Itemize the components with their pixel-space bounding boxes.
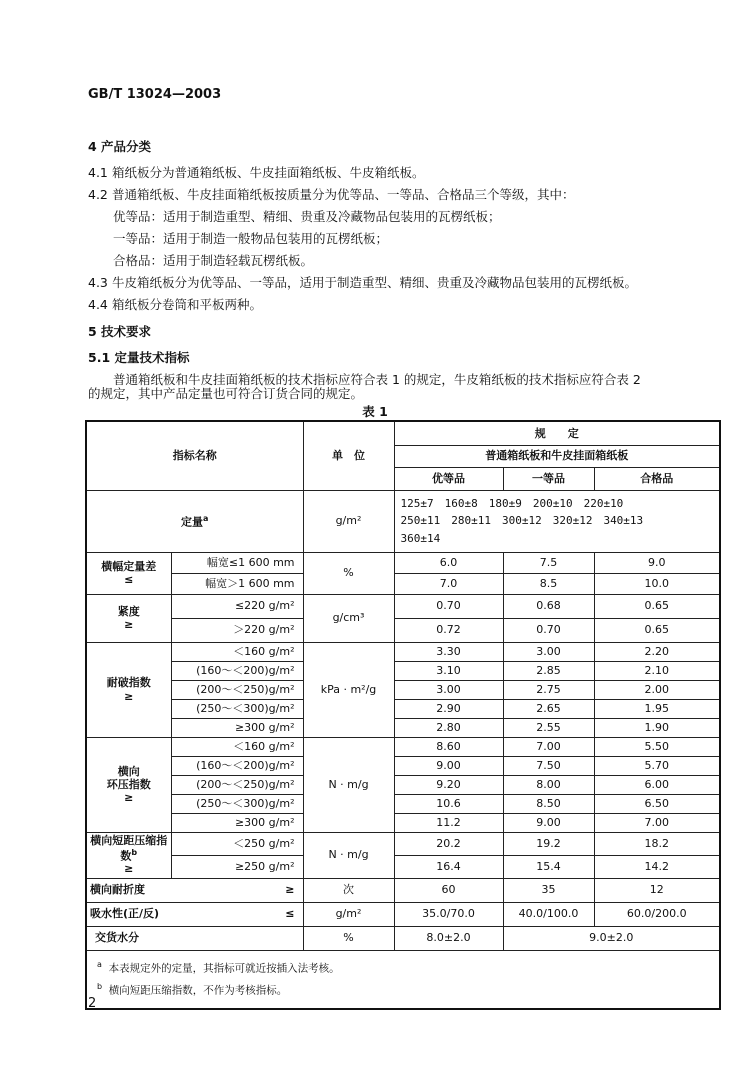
header-spec: 规 定 (394, 421, 720, 445)
ring-crush-val: 6.00 (594, 775, 720, 794)
para-4-1: 4.1 箱纸板分为普通箱纸板、牛皮挂面箱纸板、牛皮箱纸板。 (88, 165, 425, 180)
header-unit: 单 位 (303, 421, 394, 490)
ring-crush-cond: ≥300 g/m² (171, 813, 303, 832)
width-dev-val: 9.0 (594, 552, 720, 573)
para-4-2-superior: 优等品：适用于制造重型、精细、贵重及冷藏物品包装用的瓦楞纸板； (113, 209, 501, 224)
width-dev-unit: % (303, 552, 394, 594)
tightness-val: 0.70 (394, 594, 503, 618)
burst-val: 2.90 (394, 699, 503, 718)
ring-crush-val: 10.6 (394, 794, 503, 813)
section-4-heading: 4 产品分类 (88, 139, 152, 154)
ring-crush-val: 7.00 (594, 813, 720, 832)
tightness-val: 0.65 (594, 594, 720, 618)
burst-cond: (160～＜200)g/m² (171, 661, 303, 680)
ring-crush-unit: N · m/g (303, 737, 394, 832)
grammage-values: 125±7 160±8 180±9 200±10 220±10 250±11 280±11 300±12 320±12 340±13 360±14 (394, 490, 720, 552)
para-4-2-qualified: 合格品：适用于制造轻载瓦楞纸板。 (113, 253, 314, 268)
ring-crush-val: 5.70 (594, 756, 720, 775)
tightness-cond: ≤220 g/m² (171, 594, 303, 618)
note-b: $^b$ 横向短距压缩指数，不作为考核指标。 (97, 982, 288, 997)
ring-crush-val: 7.00 (503, 737, 594, 756)
burst-cond: ≥300 g/m² (171, 718, 303, 737)
para-4-2-first: 一等品：适用于制造一般物品包装用的瓦楞纸板； (113, 231, 389, 246)
width-dev-val: 7.5 (503, 552, 594, 573)
width-dev-val: 6.0 (394, 552, 503, 573)
ring-crush-val: 11.2 (394, 813, 503, 832)
ring-crush-val: 9.00 (394, 756, 503, 775)
water-abs-val: 60.0/200.0 (594, 902, 720, 926)
page-number: 2 (88, 996, 97, 1011)
burst-val: 1.95 (594, 699, 720, 718)
burst-val: 3.30 (394, 642, 503, 661)
ring-crush-val: 9.00 (503, 813, 594, 832)
moisture-unit: % (303, 926, 394, 950)
tightness-val: 0.65 (594, 618, 720, 642)
sct-cond: ＜250 g/m² (171, 832, 303, 855)
width-dev-val: 10.0 (594, 573, 720, 594)
para-4-4: 4.4 箱纸板分卷筒和平板两种。 (88, 297, 263, 312)
header-grade-first: 一等品 (503, 467, 594, 490)
sct-val: 20.2 (394, 832, 503, 855)
burst-val: 3.10 (394, 661, 503, 680)
fold-val: 35 (503, 878, 594, 902)
moisture-val-others: 9.0±2.0 (503, 926, 720, 950)
burst-val: 2.85 (503, 661, 594, 680)
ring-crush-val: 9.20 (394, 775, 503, 794)
moisture-label: 交货水分 (86, 926, 303, 950)
water-abs-val: 35.0/70.0 (394, 902, 503, 926)
tightness-val: 0.70 (503, 618, 594, 642)
sct-val: 19.2 (503, 832, 594, 855)
burst-val: 2.10 (594, 661, 720, 680)
header-group: 普通箱纸板和牛皮挂面箱纸板 (394, 445, 720, 467)
table-notes (86, 950, 720, 1009)
burst-val: 2.75 (503, 680, 594, 699)
width-dev-cond: 幅宽＞1 600 mm (171, 573, 303, 594)
ring-crush-val: 7.50 (503, 756, 594, 775)
sct-val: 16.4 (394, 855, 503, 878)
para-4-3: 4.3 牛皮箱纸板分为优等品、一等品，适用于制造重型、精细、贵重及冷藏物品包装用的瓦楞纸板。 (88, 275, 638, 290)
header-grade-superior: 优等品 (394, 467, 503, 490)
burst-val: 2.55 (503, 718, 594, 737)
moisture-val-superior: 8.0±2.0 (394, 926, 503, 950)
sct-label: 横向短距压缩指数$^b$ ≥ (86, 832, 171, 878)
header-grade-qualified: 合格品 (594, 467, 720, 490)
burst-cond: (250～＜300)g/m² (171, 699, 303, 718)
tightness-cond: ＞220 g/m² (171, 618, 303, 642)
tightness-val: 0.68 (503, 594, 594, 618)
fold-unit: 次 (303, 878, 394, 902)
sct-unit: N · m/g (303, 832, 394, 878)
ring-crush-val: 6.50 (594, 794, 720, 813)
tightness-val: 0.72 (394, 618, 503, 642)
burst-cond: ＜160 g/m² (171, 642, 303, 661)
width-dev-val: 7.0 (394, 573, 503, 594)
burst-val: 2.65 (503, 699, 594, 718)
spec-table (85, 420, 721, 1010)
width-dev-label: 横幅定量差 ≤ (86, 552, 171, 594)
sct-cond: ≥250 g/m² (171, 855, 303, 878)
tightness-label: 紧度 ≥ (86, 594, 171, 642)
burst-label: 耐破指数 ≥ (86, 642, 171, 737)
fold-val: 12 (594, 878, 720, 902)
sct-val: 18.2 (594, 832, 720, 855)
burst-val: 2.20 (594, 642, 720, 661)
grammage-label: 定量$^a$ (86, 490, 303, 552)
burst-val: 2.80 (394, 718, 503, 737)
sct-val: 14.2 (594, 855, 720, 878)
burst-unit: kPa · m²/g (303, 642, 394, 737)
width-dev-val: 8.5 (503, 573, 594, 594)
width-dev-cond: 幅宽≤1 600 mm (171, 552, 303, 573)
burst-val: 2.00 (594, 680, 720, 699)
ring-crush-label: 横向 环压指数 ≥ (86, 737, 171, 832)
fold-label: 横向耐折度 ≥ (86, 878, 303, 902)
standard-number: GB/T 13024—2003 (88, 87, 222, 102)
burst-val: 3.00 (394, 680, 503, 699)
water-abs-val: 40.0/100.0 (503, 902, 594, 926)
ring-crush-cond: (250～＜300)g/m² (171, 794, 303, 813)
water-abs-unit: g/m² (303, 902, 394, 926)
ring-crush-cond: (200～＜250)g/m² (171, 775, 303, 794)
sct-val: 15.4 (503, 855, 594, 878)
para-4-2: 4.2 普通箱纸板、牛皮挂面箱纸板按质量分为优等品、一等品、合格品三个等级，其中： (88, 187, 575, 202)
ring-crush-val: 8.00 (503, 775, 594, 794)
burst-cond: (200～＜250)g/m² (171, 680, 303, 699)
ring-crush-val: 8.50 (503, 794, 594, 813)
fold-val: 60 (394, 878, 503, 902)
grammage-unit: g/m² (303, 490, 394, 552)
water-abs-label: 吸水性(正/反) ≤ (86, 902, 303, 926)
ring-crush-val: 8.60 (394, 737, 503, 756)
burst-val: 3.00 (503, 642, 594, 661)
para-5-1-line2: 的规定，其中产品定量也可符合订货合同的规定。 (88, 386, 364, 401)
table-caption: 表 1 (362, 404, 388, 419)
ring-crush-cond: (160～＜200)g/m² (171, 756, 303, 775)
ring-crush-cond: ＜160 g/m² (171, 737, 303, 756)
note-a: $^a$ 本表规定外的定量，其指标可就近按插入法考核。 (97, 959, 340, 974)
header-indicator-name: 指标名称 (86, 421, 303, 490)
para-5-1-line1: 普通箱纸板和牛皮挂面箱纸板的技术指标应符合表 1 的规定，牛皮箱纸板的技术指标应符合表 2 (113, 372, 641, 387)
burst-val: 1.90 (594, 718, 720, 737)
tightness-unit: g/cm³ (303, 594, 394, 642)
ring-crush-val: 5.50 (594, 737, 720, 756)
section-5-1-heading: 5.1 定量技术指标 (88, 350, 190, 365)
section-5-heading: 5 技术要求 (88, 324, 152, 339)
